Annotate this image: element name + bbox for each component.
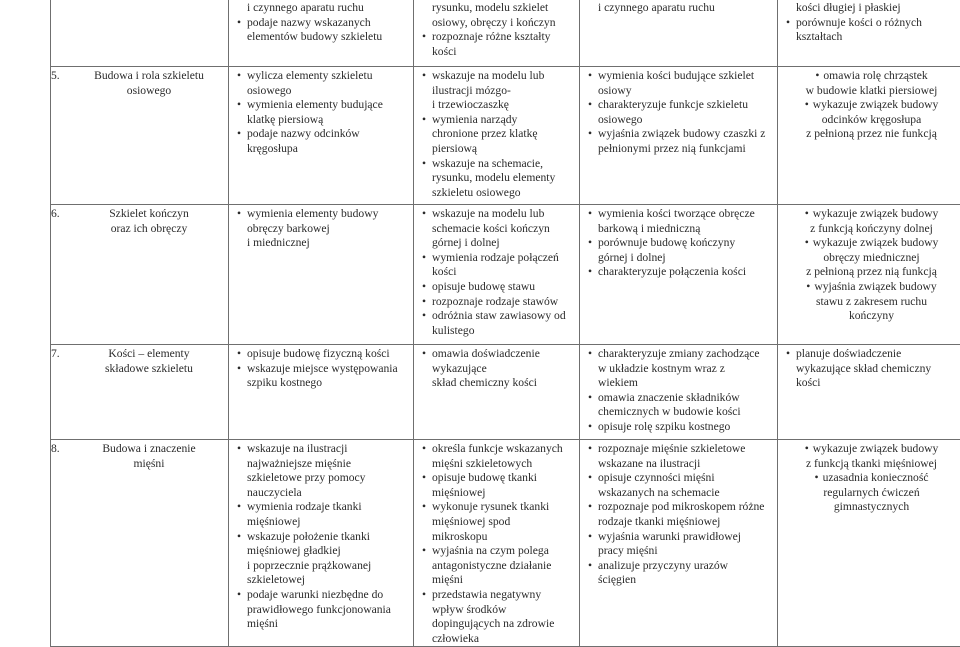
requirement-cell-level-4 [778,67,960,205]
requirement-item: • charakteryzuje zmiany zachodzące w układzie kostnym wraz z wiekiem [588,347,772,391]
requirement-item: • analizuje przyczyny urazów ścięgien [588,559,772,588]
requirement-cell-level-2 [414,345,580,440]
requirement-item: • wskazuje miejsce występowania szpiku kostnego [237,362,408,391]
requirement-item: • podaje nazwy odcinków kręgosłupa [237,127,408,156]
requirement-list [786,1,957,45]
requirement-list [786,69,957,142]
topic-number: 7. [51,347,75,376]
requirement-item: • wykazuje związek budowy z funkcją kończyny dolnej [786,207,957,236]
requirement-item: • opisuje budowę fizyczną kości [237,347,408,362]
requirement-item: • wyjaśnia na czym polega antagonistyczne działanie mięśni [422,544,574,588]
requirement-item: • rozpoznaje różne kształty kości [422,30,574,59]
requirement-item: • wskazuje na ilustracji najważniejsze mięśnie szkieletowe przy pomocy nauczyciela [237,442,408,500]
requirement-item: • wymienia rodzaje połączeń kości [422,251,574,280]
requirement-item: • wymienia kości tworzące obręcze barkową i miedniczną [588,207,772,236]
requirement-item: • podaje warunki niezbędne do prawidłowego funkcjonowania mięśni [237,588,408,632]
topic-cell [51,0,229,67]
requirement-list [422,69,574,200]
requirement-cell-level-3 [580,67,778,205]
requirement-list [237,69,408,157]
requirement-list [588,442,772,588]
requirement-list [237,442,408,632]
requirement-cell-level-4 [778,205,960,345]
topic-number: 6. [51,207,75,236]
requirement-cell-level-1 [229,345,414,440]
requirement-item: • charakteryzuje funkcje szkieletu osiowego [588,98,772,127]
requirement-item: • wykazuje związek budowy z funkcją tkanki mięśniowej [786,442,957,471]
requirement-item: • rozpoznaje pod mikroskopem różne rodzaje tkanki mięśniowej [588,500,772,529]
requirement-cell-level-3 [580,0,778,67]
requirement-item: • wskazuje położenie tkanki mięśniowej gładkiej i poprzecznie prążkowanej szkieletowej [237,530,408,588]
requirement-item: • uzasadnia konieczność regularnych ćwiczeń gimnastycznych [786,471,957,515]
requirement-item: • wymienia elementy budujące klatkę piersiową [237,98,408,127]
requirement-item: • wykonuje rysunek tkanki mięśniowej spod mikroskopu [422,500,574,544]
requirement-item: • wyjaśnia związek budowy czaszki z pełnionymi przez nią funkcjami [588,127,772,156]
requirement-list [588,347,772,435]
requirement-item: • porównuje budowę kończyny górnej i dolnej [588,236,772,265]
requirement-cell-level-1 [229,0,414,67]
requirement-item: • wymienia narządy chronione przez klatkę piersiową [422,113,574,157]
requirement-item: kości długiej i płaskiej [786,1,957,16]
topic-number: 8. [51,442,75,471]
requirement-item: • przedstawia negatywny wpływ środków dopingujących na zdrowie człowieka [422,588,574,646]
topic-title: Szkielet kończyn oraz ich obręczy [75,207,223,236]
requirement-item: • opisuje rolę szpiku kostnego [588,420,772,435]
requirement-item: • rozpoznaje mięśnie szkieletowe wskazane na ilustracji [588,442,772,471]
requirement-cell-level-3 [580,440,778,647]
table-row [51,205,960,345]
requirement-item: • wykazuje związek budowy obręczy miednicznej z pełnioną przez nią funkcją [786,236,957,280]
requirement-list [786,207,957,324]
requirement-item: • wymienia kości budujące szkielet osiowy [588,69,772,98]
requirement-list [422,442,574,646]
topic-cell [51,345,229,440]
requirement-item: • omawia znaczenie składników chemicznych w budowie kości [588,391,772,420]
requirement-cell-level-4 [778,440,960,647]
requirement-item: • omawia rolę chrząstek w budowie klatki piersiowej [786,69,957,98]
table-row [51,440,960,647]
requirement-cell-level-1 [229,440,414,647]
requirement-item: • opisuje budowę tkanki mięśniowej [422,471,574,500]
curriculum-table-body [51,0,960,647]
requirement-item: • charakteryzuje połączenia kości [588,265,772,280]
table-row [51,345,960,440]
requirement-list [422,207,574,338]
requirement-list [588,1,772,16]
requirement-cell-level-3 [580,205,778,345]
requirement-item: • rozpoznaje rodzaje stawów [422,295,574,310]
requirement-item: i czynnego aparatu ruchu [237,1,408,16]
topic-number: 5. [51,69,75,98]
requirement-item: i czynnego aparatu ruchu [588,1,772,16]
topic-cell [51,205,229,345]
requirement-cell-level-2 [414,0,580,67]
requirement-item: • podaje nazwy wskazanych elementów budowy szkieletu [237,16,408,45]
requirement-list [786,347,957,391]
table-row [51,0,960,67]
requirement-cell-level-3 [580,345,778,440]
requirement-list [237,1,408,45]
requirement-item: • wylicza elementy szkieletu osiowego [237,69,408,98]
topic-title: Budowa i znaczenie mięśni [75,442,223,471]
requirement-item: • odróżnia staw zawiasowy od kulistego [422,309,574,338]
requirement-item: • porównuje kości o różnych kształtach [786,16,957,45]
requirement-item: • wymienia elementy budowy obręczy barkowej i miednicznej [237,207,408,251]
requirement-cell-level-4 [778,345,960,440]
requirement-item: • wyjaśnia związek budowy stawu z zakresem ruchu kończyny [786,280,957,324]
requirement-cell-level-1 [229,205,414,345]
requirement-item: • planuje doświadczenie wykazujące skład chemiczny kości [786,347,957,391]
requirement-list [588,207,772,280]
requirement-list [237,207,408,251]
table-row [51,67,960,205]
requirement-cell-level-2 [414,205,580,345]
requirement-cell-level-1 [229,67,414,205]
requirement-list [786,442,957,515]
requirement-item: • wskazuje na modelu lub schemacie kości kończyn górnej i dolnej [422,207,574,251]
requirement-item: • opisuje budowę stawu [422,280,574,295]
topic-title: Budowa i rola szkieletu osiowego [75,69,223,98]
requirement-cell-level-4 [778,0,960,67]
requirement-item: • wskazuje na modelu lub ilustracji mózgo- i trzewioczaszkę [422,69,574,113]
requirement-item: • opisuje czynności mięśni wskazanych na schemacie [588,471,772,500]
topic-title: Kości – elementy składowe szkieletu [75,347,223,376]
requirement-item: rysunku, modelu szkielet osiowy, obręczy i kończyn [422,1,574,30]
requirement-item: • określa funkcje wskazanych mięśni szkieletowych [422,442,574,471]
requirement-cell-level-2 [414,67,580,205]
requirement-list [237,347,408,391]
requirement-item: • wskazuje na schemacie, rysunku, modelu elementy szkieletu osiowego [422,157,574,201]
requirement-item: • wykazuje związek budowy odcinków kręgosłupa z pełnioną przez nie funkcją [786,98,957,142]
requirement-cell-level-2 [414,440,580,647]
requirement-list [422,1,574,59]
requirement-item: • omawia doświadczenie wykazujące skład chemiczny kości [422,347,574,391]
topic-cell [51,440,229,647]
requirement-item: • wymienia rodzaje tkanki mięśniowej [237,500,408,529]
requirement-item: • wyjaśnia warunki prawidłowej pracy mięśni [588,530,772,559]
requirement-list [422,347,574,391]
requirement-list [588,69,772,157]
topic-cell [51,67,229,205]
curriculum-table [50,0,960,647]
